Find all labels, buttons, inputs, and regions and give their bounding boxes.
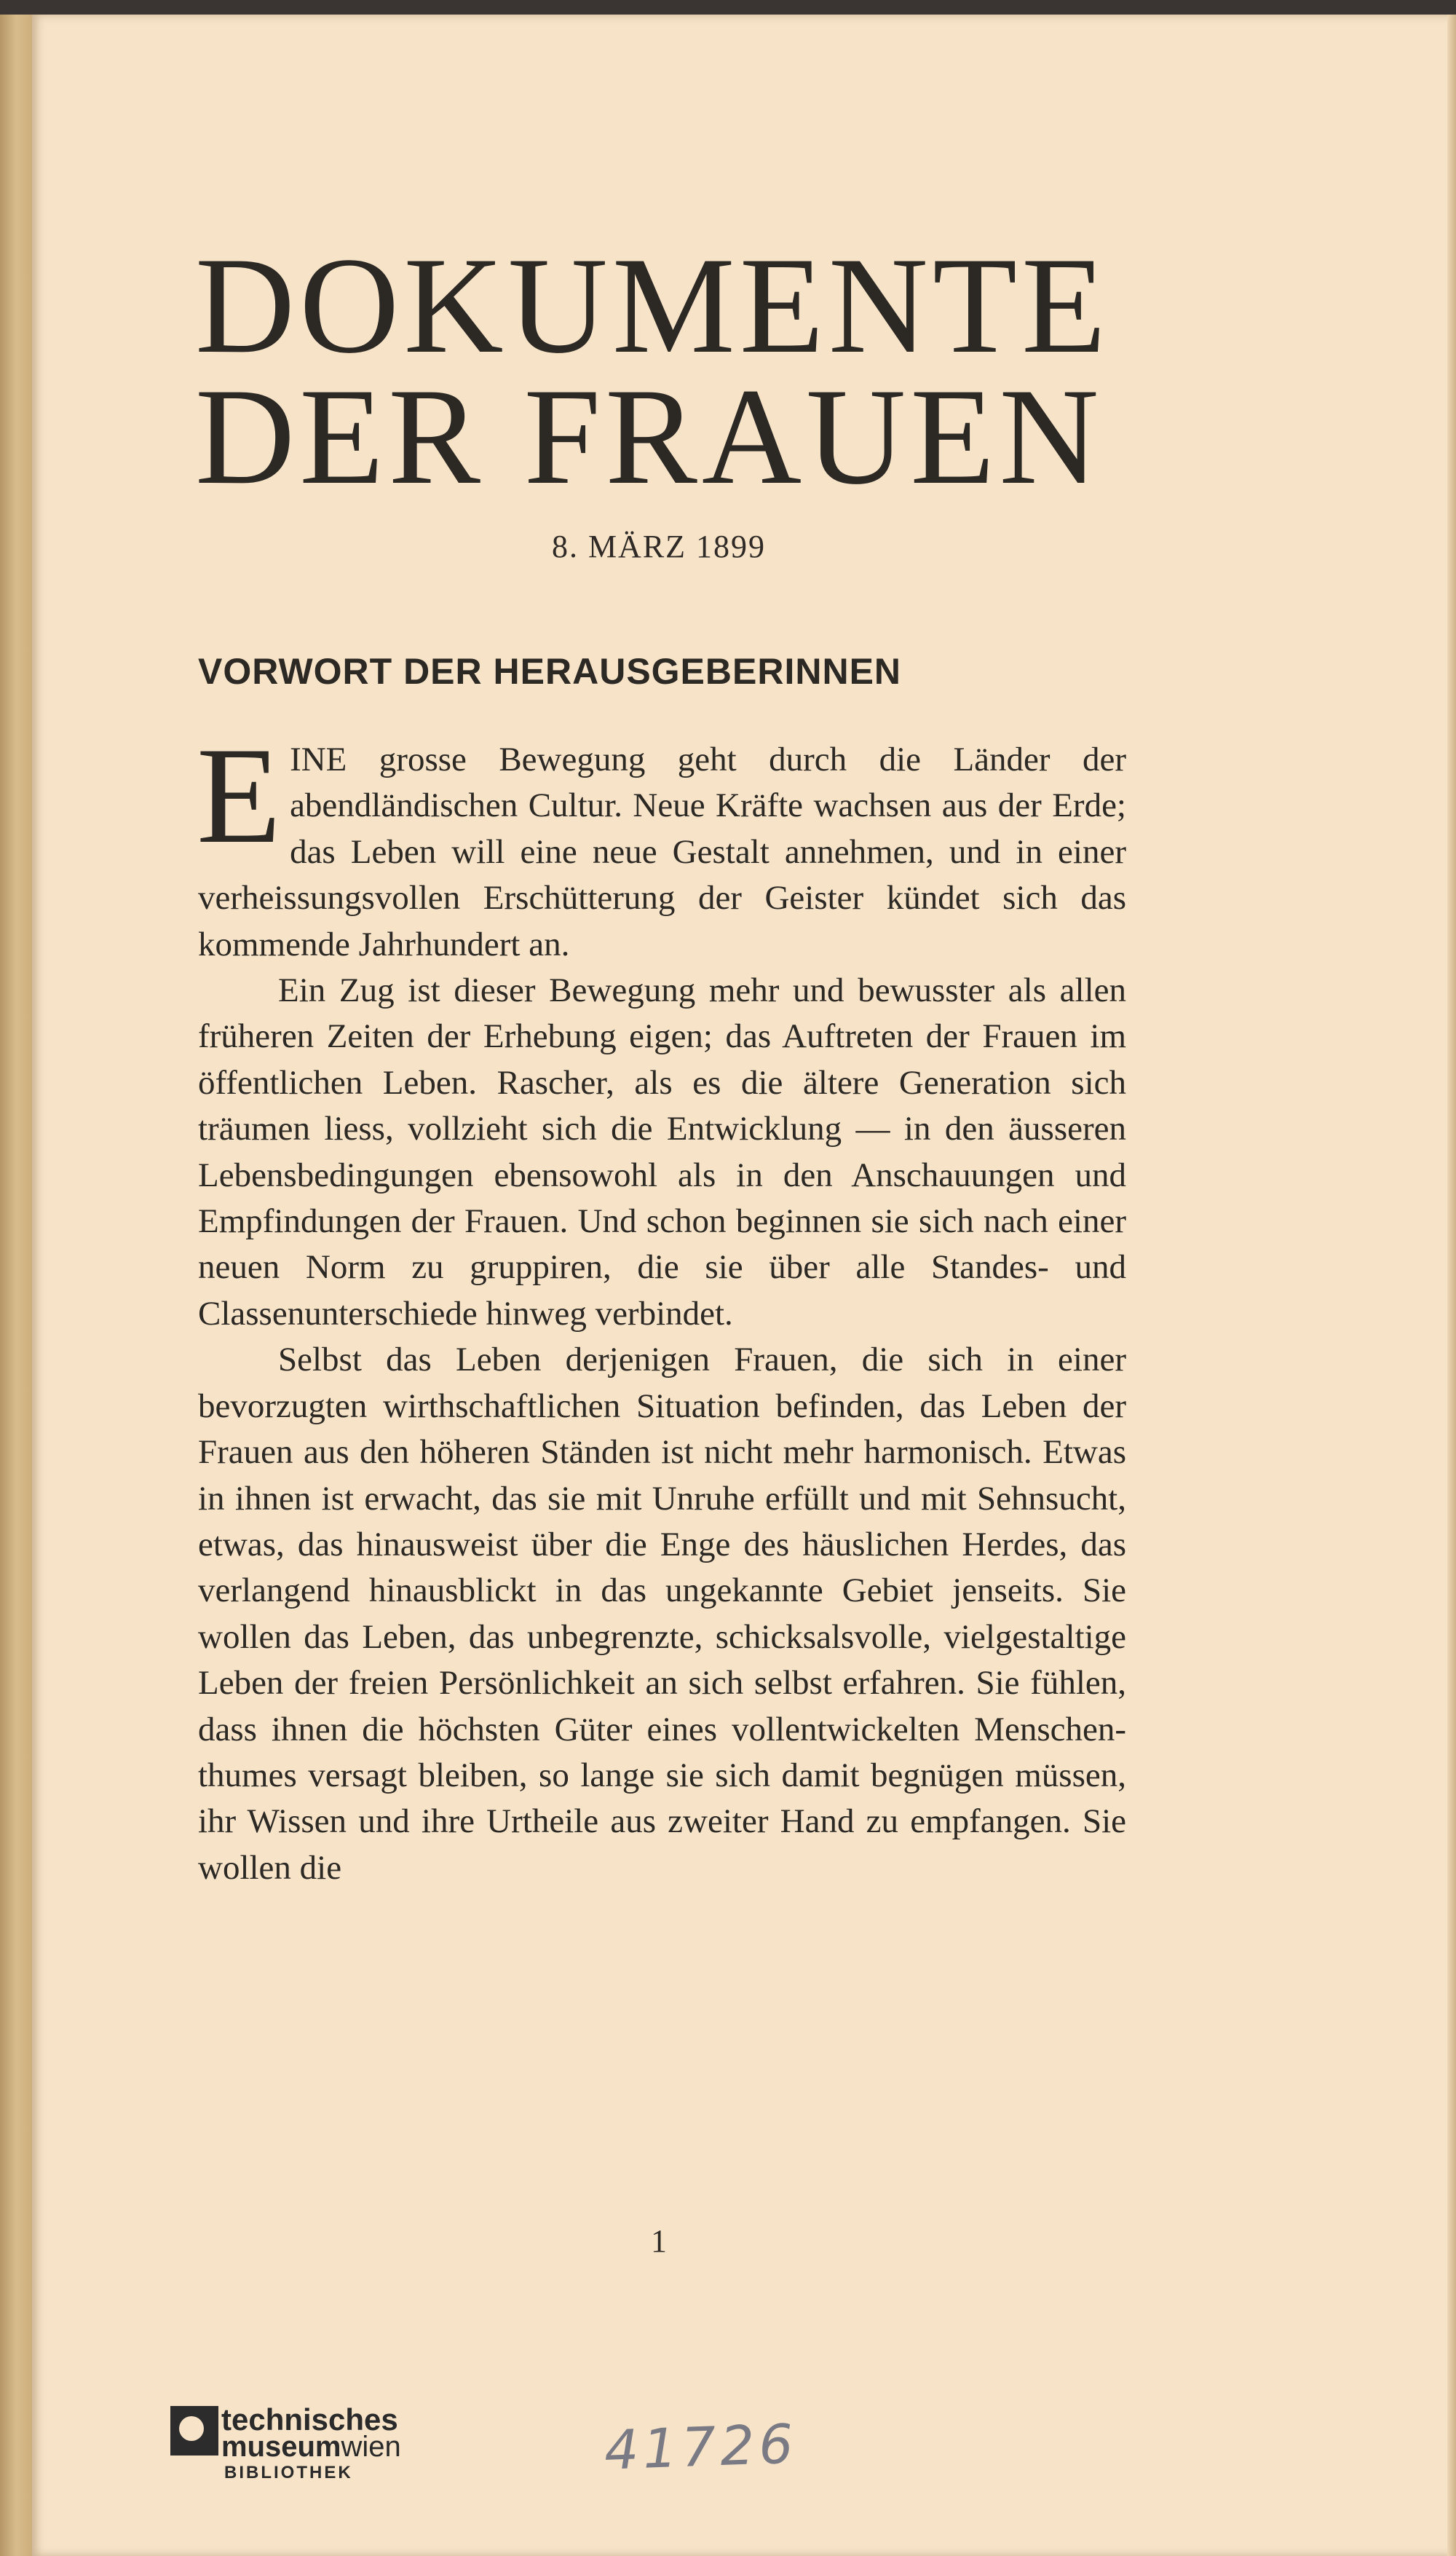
- stamp-line-1: technisches: [221, 2402, 398, 2437]
- title-line-1: DOKUMENTE: [195, 229, 1111, 382]
- book-spine: [0, 15, 36, 2556]
- section-heading: VORWORT DER HERAUSGEBERINNEN: [198, 651, 902, 692]
- page-edge: [1447, 15, 1456, 2556]
- page-number: 1: [651, 2223, 667, 2259]
- paragraph: Selbst das Leben derjenigen Frauen, die sich in einer bevorzugten wirthschaftlichen Situation befinden, das Leben der Frauen aus den höheren Ständen ist nicht mehr harmonisch. Etwas in ihnen ist erwacht, das sie mit Unruhe erfüllt und mit Sehnsucht, etwas, das hinausweist über die Enge des häuslichen Herdes, das verlangend hinausblickt in das ungekannte Gebiet jenseits. Sie wollen das Leben, das unbegrenzte, schicksalsvolle, vielgestaltige Leben der freien Persönlichkeit an sich selbst erfahren. Sie fühlen, dass ihnen die höchsten Güter eines vollentwickelten Menschenthumes versagt bleiben, so lange sie sich damit begnügen müssen, ihr Wissen und ihre Urtheile aus zweiter Hand zu empfangen. Sie wollen die: [198, 1341, 1126, 1887]
- stamp-wien: wien: [341, 2431, 401, 2463]
- paragraph: [197, 719, 1126, 968]
- museum-logo-icon: [170, 2406, 218, 2456]
- drop-cap: E: [197, 719, 282, 872]
- paragraph-text: INE grosse Bewegung geht durch die Länder der abendländischen Cultur. Neue Kräfte wachsen aus der Erde; das Leben will eine neue Gestalt annehmen, und in einer verheissungsvollen Erschütterung der Geister kündet sich das kommende Jahrhundert an.: [198, 741, 1126, 963]
- paragraph: Ein Zug ist dieser Bewegung mehr und bewusster als allen früheren Zeiten der Erhebung eigen; das Auftreten der Frauen im öffentlichen Leben. Rascher, als es die ältere Generation sich träumen liess, vollzieht sich die Entwicklung — in den äusseren Lebensbedingungen ebensowohl als in den Anschauungen und Empfindungen der Frauen. Und schon beginnen sie sich nach einer neuen Norm zu gruppiren, die sie über alle Standes- und Classenunterschiede hinweg verbindet.: [198, 971, 1126, 1333]
- body-text: [197, 719, 1126, 1891]
- handwritten-inventory-number: 41726: [603, 2413, 799, 2482]
- library-stamp: [170, 2402, 432, 2482]
- publication-date: 8. MÄRZ 1899: [551, 529, 767, 564]
- title-line-2: DER FRAUEN: [195, 360, 1104, 513]
- stamp-line-3: BIBLIOTHEK: [224, 2463, 353, 2482]
- stamp-museum: museum: [221, 2431, 341, 2463]
- stamp-line-2: [221, 2432, 401, 2461]
